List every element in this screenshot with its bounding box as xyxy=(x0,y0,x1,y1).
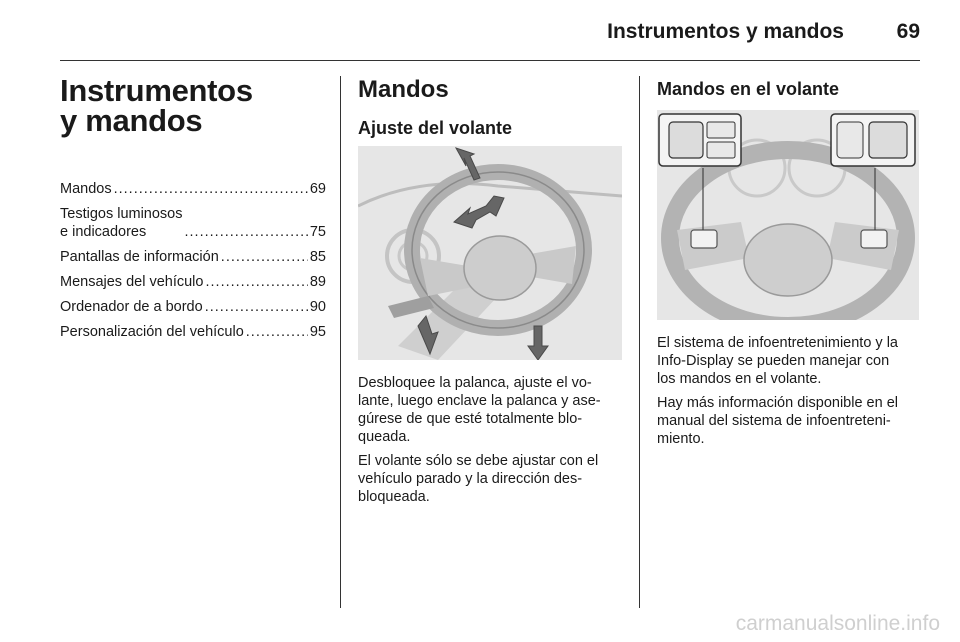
toc-label: Pantallas de información xyxy=(60,249,219,265)
toc-page: 89 xyxy=(309,274,326,290)
steering-adjust-drawing xyxy=(358,146,622,360)
page-number: 69 xyxy=(896,20,920,43)
toc-leader-dots xyxy=(205,273,307,291)
section-title: Mandos xyxy=(358,76,449,103)
toc-label: Ordenador de a bordo xyxy=(60,299,203,315)
toc-page: 69 xyxy=(309,181,326,197)
toc-leader-dots xyxy=(221,248,308,266)
toc-label: Testigos luminosos e indicadores xyxy=(60,206,183,240)
wheel-controls-drawing xyxy=(657,110,919,320)
toc-entry-testigos[interactable] xyxy=(60,205,326,241)
column-divider-left xyxy=(340,76,341,608)
toc-page: 95 xyxy=(309,324,326,340)
paragraph: El volante sólo se debe ajustar con el vehículo parado y la dirección des- bloqueada. xyxy=(358,453,599,505)
steering-adjust-illustration xyxy=(358,146,622,360)
running-title: Instrumentos y mandos xyxy=(607,20,844,43)
toc-entry-pantallas[interactable] xyxy=(60,248,326,266)
toc-leader-dots xyxy=(246,323,308,341)
watermark: carmanualsonline.info xyxy=(735,612,940,635)
toc-leader-dots xyxy=(205,298,308,316)
wheel-controls-illustration xyxy=(657,110,919,320)
running-header xyxy=(60,18,920,48)
toc-label: Personalización del vehículo xyxy=(60,324,244,340)
subsection-title-steering-adjust: Ajuste del volante xyxy=(358,118,513,138)
header-rule xyxy=(60,60,920,61)
toc-entry-mensajes[interactable] xyxy=(60,273,326,291)
toc-leader-dots xyxy=(185,223,308,241)
toc-label: Mensajes del vehículo xyxy=(60,274,204,290)
toc-entry-personalizacion[interactable] xyxy=(60,323,326,341)
paragraph: Desbloquee la palanca, ajuste el vo- lante, luego enclave la palanca y ase- gúrese de que esté totalmente blo- queada. xyxy=(358,375,601,445)
chapter-title xyxy=(60,73,330,138)
steering-adjust-text xyxy=(358,374,628,512)
toc-page: 85 xyxy=(309,249,326,265)
wheel-controls-text xyxy=(657,334,925,454)
toc-entry-ordenador[interactable] xyxy=(60,298,326,316)
toc-leader-dots xyxy=(114,180,308,198)
column-divider-right xyxy=(639,76,640,608)
toc-entry-mandos[interactable] xyxy=(60,180,326,198)
toc-label: Mandos xyxy=(60,181,112,197)
paragraph: Hay más información disponible en el manual del sistema de infoentreteni- miento. xyxy=(657,395,898,447)
subsection-title-wheel-controls: Mandos en el volante xyxy=(657,79,840,99)
paragraph: El sistema de infoentretenimiento y la Info-Display se pueden manejar con los mandos en el volante. xyxy=(657,335,898,387)
toc-page: 75 xyxy=(309,224,326,240)
chapter-title-text: Instrumentos y mandos xyxy=(60,73,253,138)
table-of-contents xyxy=(60,180,326,348)
toc-page: 90 xyxy=(309,299,326,315)
